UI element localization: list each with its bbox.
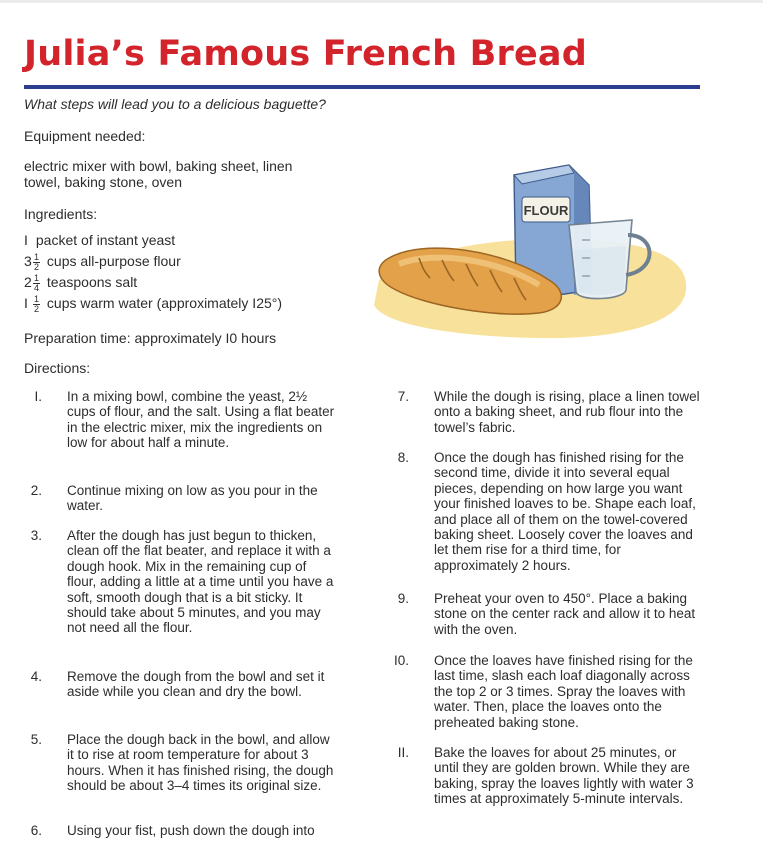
ingredient-item: I packet of instant yeast — [24, 232, 176, 248]
fraction: $\frac{1}{2}$ — [34, 293, 40, 314]
fraction: $\frac{1}{4}$ — [34, 272, 40, 293]
ingredient-item: 3 $\frac{1}{2}$ cups all-purpose flour — [24, 251, 181, 272]
directions-heading: Directions: — [24, 360, 91, 376]
fraction: $\frac{1}{2}$ — [34, 251, 40, 272]
step-item: 6. Using your fist, push down the dough into — [30, 823, 315, 838]
step-item: 8. Once the dough has finished rising for the second time, divide it into several equal pieces, depending on how large you want your finished loaves to be. Shape each loaf, and place all of them on the towel-covered baking sheet. Loosely cover the loaves and let them rise for a third time, for approximately 2 hours. — [397, 450, 696, 573]
page-title: Julia’s Famous French Bread — [24, 34, 587, 74]
step-item: II. Bake the loaves for about 25 minutes, or until they are golden brown. While they are baking, spray the loaves lightly with water 3 times at approximately 5-minute intervals. — [397, 745, 694, 807]
step-item: 3. After the dough has just begun to thicken, clean off the flat beater, and replace it with a dough hook. Mix in the remaining cup of flour, adding a little at a time until you have a soft, smooth dough that is a bit sticky. It should take about 5 minutes, and you may not need all the flour. — [30, 528, 334, 636]
title-rule — [24, 85, 700, 89]
step-item: 9. Preheat your oven to 450°. Place a baking stone on the center rack and allow it to heat with the oven. — [397, 591, 696, 637]
step-item: 4. Remove the dough from the bowl and set it aside while you clean and dry the bowl. — [30, 669, 325, 700]
step-item: 7. While the dough is rising, place a linen towel onto a baking sheet, and rub flour into the towel’s fabric. — [397, 389, 700, 435]
step-item: 5. Place the dough back in the bowl, and allow it to rise at room temperature for about 3 hours. When it has finished rising, the dough should be about 3–4 times its original size. — [30, 732, 334, 794]
intro-question: What steps will lead you to a delicious baguette? — [24, 96, 326, 112]
ingredients-list — [24, 230, 344, 314]
prep-time: Preparation time: approximately I0 hours — [24, 330, 277, 346]
step-item: I. In a mixing bowl, combine the yeast, 2½ cups of flour, and the salt. Using a flat beater in the electric mixer, mix the ingredients on low for about half a minute. — [34, 389, 335, 451]
flour-label: FLOUR — [523, 203, 569, 218]
top-edge — [0, 0, 763, 3]
equipment-heading: Equipment needed: — [24, 128, 146, 144]
ingredient-item: 2 $\frac{1}{4}$ teaspoons salt — [24, 272, 138, 293]
equipment-list: electric mixer with bowl, baking sheet, linen towel, baking stone, oven — [24, 158, 293, 190]
bread-illustration — [364, 140, 694, 355]
step-item: I0. Once the loaves have finished rising for the last time, slash each loaf diagonally across the top 2 or 3 times. Spray the loaves with water. Then, place the loaves onto the preheated baking stone. — [393, 653, 693, 730]
ingredient-item: I $\frac{1}{2}$ cups warm water (approximately I25°) — [24, 293, 283, 314]
step-item: 2. Continue mixing on low as you pour in the water. — [30, 483, 318, 514]
ingredients-heading: Ingredients: — [24, 206, 98, 222]
